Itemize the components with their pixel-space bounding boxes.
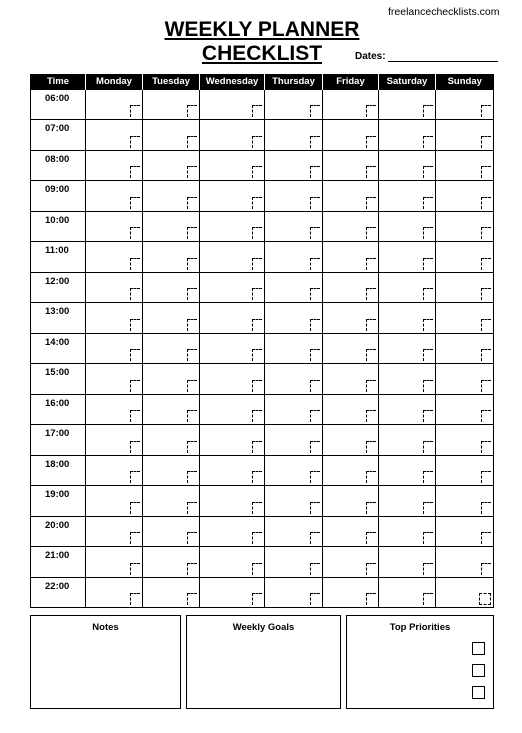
schedule-cell-monday[interactable] [86, 150, 143, 181]
checkbox-icon[interactable] [423, 136, 433, 148]
time-label: 10:00 [31, 211, 86, 242]
checkbox-icon[interactable] [310, 227, 320, 239]
checkbox-icon[interactable] [366, 227, 376, 239]
checkbox-icon[interactable] [423, 288, 433, 300]
priority-checkbox[interactable] [472, 686, 485, 699]
checkbox-icon[interactable] [310, 136, 320, 148]
checkbox-icon[interactable] [187, 197, 197, 209]
schedule-cell-friday[interactable] [323, 272, 379, 303]
checkbox-icon[interactable] [310, 105, 320, 117]
checkbox-icon[interactable] [366, 502, 376, 514]
checkbox-icon[interactable] [130, 227, 140, 239]
schedule-cell-thursday[interactable] [265, 303, 323, 334]
time-label: 12:00 [31, 272, 86, 303]
checkbox-icon[interactable] [423, 105, 433, 117]
schedule-cell-friday[interactable] [323, 242, 379, 273]
schedule-cell-wednesday[interactable] [200, 333, 265, 364]
time-label: 06:00 [31, 89, 86, 120]
schedule-cell-tuesday[interactable] [143, 364, 200, 395]
time-column-header: Time [31, 74, 86, 89]
checkbox-icon[interactable] [423, 502, 433, 514]
schedule-cell-tuesday[interactable] [143, 425, 200, 456]
checkbox-icon[interactable] [130, 288, 140, 300]
checkbox-icon[interactable] [366, 532, 376, 544]
time-label: 11:00 [31, 242, 86, 273]
table-body [31, 89, 494, 608]
schedule-cell-thursday[interactable] [265, 333, 323, 364]
checkbox-icon[interactable] [310, 532, 320, 544]
checkbox-icon[interactable] [423, 319, 433, 331]
checkbox-icon[interactable] [423, 380, 433, 392]
schedule-cell-wednesday[interactable] [200, 394, 265, 425]
day-header-thursday: Thursday [265, 74, 323, 89]
checkbox-icon[interactable] [187, 227, 197, 239]
schedule-cell-monday[interactable] [86, 303, 143, 334]
checkbox-icon[interactable] [252, 471, 262, 483]
checkbox-icon[interactable] [187, 502, 197, 514]
schedule-cell-monday[interactable] [86, 181, 143, 212]
schedule-cell-thursday[interactable] [265, 394, 323, 425]
schedule-cell-friday[interactable] [323, 89, 379, 120]
schedule-cell-friday[interactable] [323, 120, 379, 151]
dates-field[interactable] [355, 51, 498, 62]
checkbox-icon[interactable] [481, 410, 491, 422]
schedule-cell-wednesday[interactable] [200, 364, 265, 395]
schedule-cell-thursday[interactable] [265, 547, 323, 578]
checkbox-icon[interactable] [187, 288, 197, 300]
schedule-cell-monday[interactable] [86, 394, 143, 425]
checkbox-icon[interactable] [130, 532, 140, 544]
schedule-cell-wednesday[interactable] [200, 547, 265, 578]
checkbox-icon[interactable] [130, 380, 140, 392]
checkbox-icon[interactable] [252, 563, 262, 575]
checkbox-icon[interactable] [252, 197, 262, 209]
schedule-cell-saturday[interactable] [379, 577, 436, 608]
checkbox-icon[interactable] [252, 166, 262, 178]
checkbox-icon[interactable] [130, 563, 140, 575]
table-row [31, 364, 494, 395]
schedule-cell-thursday[interactable] [265, 425, 323, 456]
schedule-cell-tuesday[interactable] [143, 547, 200, 578]
schedule-cell-thursday[interactable] [265, 211, 323, 242]
schedule-cell-wednesday[interactable] [200, 486, 265, 517]
checkbox-icon[interactable] [310, 441, 320, 453]
schedule-cell-monday[interactable] [86, 211, 143, 242]
checkbox-icon[interactable] [252, 349, 262, 361]
schedule-cell-friday[interactable] [323, 516, 379, 547]
time-label: 15:00 [31, 364, 86, 395]
checkbox-icon[interactable] [130, 166, 140, 178]
day-header-monday: Monday [86, 74, 143, 89]
checkbox-icon[interactable] [481, 349, 491, 361]
table-row [31, 211, 494, 242]
checkbox-icon[interactable] [252, 136, 262, 148]
schedule-cell-tuesday[interactable] [143, 577, 200, 608]
checkbox-icon[interactable] [130, 136, 140, 148]
schedule-cell-saturday[interactable] [379, 150, 436, 181]
schedule-cell-tuesday[interactable] [143, 516, 200, 547]
schedule-cell-saturday[interactable] [379, 364, 436, 395]
schedule-cell-wednesday[interactable] [200, 120, 265, 151]
time-label: 18:00 [31, 455, 86, 486]
time-label: 07:00 [31, 120, 86, 151]
checkbox-icon[interactable] [423, 197, 433, 209]
checkbox-icon[interactable] [366, 593, 376, 605]
time-label: 17:00 [31, 425, 86, 456]
checkbox-icon[interactable] [423, 349, 433, 361]
checkbox-icon[interactable] [481, 441, 491, 453]
schedule-cell-wednesday[interactable] [200, 150, 265, 181]
day-header-tuesday: Tuesday [143, 74, 200, 89]
schedule-cell-thursday[interactable] [265, 577, 323, 608]
schedule-cell-friday[interactable] [323, 211, 379, 242]
checkbox-icon[interactable] [310, 593, 320, 605]
top-priorities-title: Top Priorities [389, 622, 451, 633]
schedule-cell-wednesday[interactable] [200, 89, 265, 120]
checkbox-icon[interactable] [130, 105, 140, 117]
schedule-cell-thursday[interactable] [265, 89, 323, 120]
schedule-cell-tuesday[interactable] [143, 394, 200, 425]
checkbox-icon[interactable] [481, 288, 491, 300]
checkbox-icon[interactable] [252, 532, 262, 544]
checkbox-icon[interactable] [187, 319, 197, 331]
checkbox-icon[interactable] [481, 136, 491, 148]
checkbox-icon[interactable] [423, 258, 433, 270]
schedule-cell-sunday[interactable] [436, 455, 494, 486]
day-header-wednesday: Wednesday [200, 74, 265, 89]
schedule-cell-monday[interactable] [86, 486, 143, 517]
checkbox-icon[interactable] [423, 441, 433, 453]
checkbox-icon[interactable] [481, 166, 491, 178]
checkbox-icon[interactable] [130, 410, 140, 422]
schedule-cell-tuesday[interactable] [143, 181, 200, 212]
schedule-cell-tuesday[interactable] [143, 242, 200, 273]
time-label: 13:00 [31, 303, 86, 334]
schedule-cell-saturday[interactable] [379, 425, 436, 456]
dates-label: Dates: [355, 51, 386, 62]
schedule-cell-sunday[interactable] [436, 486, 494, 517]
checkbox-icon[interactable] [366, 166, 376, 178]
checkbox-icon[interactable] [310, 319, 320, 331]
schedule-cell-thursday[interactable] [265, 455, 323, 486]
schedule-cell-saturday[interactable] [379, 120, 436, 151]
top-priorities-box [346, 615, 494, 709]
checkbox-icon[interactable] [366, 410, 376, 422]
schedule-cell-monday[interactable] [86, 364, 143, 395]
checkbox-icon[interactable] [310, 563, 320, 575]
title-line-2: CHECKLIST [201, 42, 323, 65]
schedule-cell-friday[interactable] [323, 425, 379, 456]
checkbox-icon[interactable] [187, 258, 197, 270]
checkbox-icon[interactable] [310, 380, 320, 392]
weekly-goals-title: Weekly Goals [232, 622, 295, 633]
schedule-cell-wednesday[interactable] [200, 455, 265, 486]
checkbox-icon[interactable] [423, 593, 433, 605]
schedule-cell-monday[interactable] [86, 516, 143, 547]
checkbox-icon[interactable] [187, 593, 197, 605]
title-line-1: WEEKLY PLANNER [164, 18, 360, 41]
schedule-cell-thursday[interactable] [265, 516, 323, 547]
table-row [31, 455, 494, 486]
schedule-cell-sunday[interactable] [436, 181, 494, 212]
checkbox-icon[interactable] [481, 380, 491, 392]
checkbox-icon[interactable] [187, 136, 197, 148]
checkbox-icon[interactable] [423, 227, 433, 239]
checkbox-icon[interactable] [310, 258, 320, 270]
checkbox-icon[interactable] [366, 105, 376, 117]
checkbox-icon[interactable] [366, 441, 376, 453]
schedule-cell-friday[interactable] [323, 455, 379, 486]
time-label: 09:00 [31, 181, 86, 212]
table-row [31, 516, 494, 547]
schedule-cell-friday[interactable] [323, 486, 379, 517]
checkbox-icon[interactable] [481, 502, 491, 514]
table-row [31, 120, 494, 151]
checkbox-icon[interactable] [423, 410, 433, 422]
schedule-cell-sunday[interactable] [436, 242, 494, 273]
checkbox-icon[interactable] [130, 593, 140, 605]
table-row [31, 150, 494, 181]
schedule-cell-saturday[interactable] [379, 181, 436, 212]
schedule-cell-saturday[interactable] [379, 455, 436, 486]
schedule-cell-friday[interactable] [323, 150, 379, 181]
checkbox-icon[interactable] [481, 563, 491, 575]
schedule-cell-tuesday[interactable] [143, 120, 200, 151]
day-header-friday: Friday [323, 74, 379, 89]
schedule-cell-saturday[interactable] [379, 211, 436, 242]
priority-checkbox[interactable] [472, 642, 485, 655]
schedule-cell-saturday[interactable] [379, 272, 436, 303]
weekly-goals-box[interactable] [186, 615, 341, 709]
checkbox-icon[interactable] [187, 441, 197, 453]
checkbox-icon[interactable] [481, 105, 491, 117]
schedule-cell-sunday[interactable] [436, 150, 494, 181]
checkbox-icon[interactable] [481, 471, 491, 483]
schedule-cell-sunday[interactable] [436, 303, 494, 334]
time-label: 08:00 [31, 150, 86, 181]
checkbox-icon[interactable] [481, 227, 491, 239]
schedule-cell-sunday[interactable] [436, 120, 494, 151]
schedule-cell-monday[interactable] [86, 333, 143, 364]
checkbox-icon[interactable] [479, 593, 491, 605]
schedule-cell-saturday[interactable] [379, 394, 436, 425]
schedule-cell-saturday[interactable] [379, 547, 436, 578]
schedule-cell-thursday[interactable] [265, 364, 323, 395]
schedule-cell-sunday[interactable] [436, 89, 494, 120]
checkbox-icon[interactable] [252, 319, 262, 331]
checkbox-icon[interactable] [366, 197, 376, 209]
time-label: 21:00 [31, 547, 86, 578]
schedule-cell-wednesday[interactable] [200, 181, 265, 212]
table-row [31, 333, 494, 364]
schedule-cell-friday[interactable] [323, 333, 379, 364]
schedule-cell-tuesday[interactable] [143, 333, 200, 364]
checkbox-icon[interactable] [130, 471, 140, 483]
schedule-cell-sunday[interactable] [436, 394, 494, 425]
schedule-cell-thursday[interactable] [265, 242, 323, 273]
checkbox-icon[interactable] [423, 166, 433, 178]
schedule-cell-thursday[interactable] [265, 272, 323, 303]
checkbox-icon[interactable] [366, 380, 376, 392]
schedule-cell-monday[interactable] [86, 425, 143, 456]
checkbox-icon[interactable] [252, 288, 262, 300]
schedule-cell-wednesday[interactable] [200, 577, 265, 608]
checkbox-icon[interactable] [310, 410, 320, 422]
schedule-cell-saturday[interactable] [379, 242, 436, 273]
schedule-cell-tuesday[interactable] [143, 486, 200, 517]
table-row [31, 577, 494, 608]
schedule-cell-tuesday[interactable] [143, 455, 200, 486]
table-row [31, 242, 494, 273]
schedule-cell-friday[interactable] [323, 394, 379, 425]
checkbox-icon[interactable] [252, 380, 262, 392]
checkbox-icon[interactable] [187, 349, 197, 361]
table-row [31, 89, 494, 120]
table-header-row [31, 74, 494, 89]
schedule-cell-wednesday[interactable] [200, 211, 265, 242]
schedule-cell-monday[interactable] [86, 455, 143, 486]
schedule-cell-thursday[interactable] [265, 150, 323, 181]
checkbox-icon[interactable] [310, 471, 320, 483]
dates-input-line[interactable] [388, 51, 498, 62]
time-label: 16:00 [31, 394, 86, 425]
checkbox-icon[interactable] [130, 349, 140, 361]
schedule-cell-thursday[interactable] [265, 181, 323, 212]
schedule-cell-friday[interactable] [323, 547, 379, 578]
checkbox-icon[interactable] [130, 319, 140, 331]
time-label: 22:00 [31, 577, 86, 608]
schedule-cell-wednesday[interactable] [200, 516, 265, 547]
checkbox-icon[interactable] [187, 380, 197, 392]
checkbox-icon[interactable] [130, 258, 140, 270]
checkbox-icon[interactable] [366, 319, 376, 331]
site-url: freelancechecklists.com [388, 6, 500, 18]
schedule-cell-sunday[interactable] [436, 577, 494, 608]
checkbox-icon[interactable] [187, 105, 197, 117]
schedule-cell-saturday[interactable] [379, 89, 436, 120]
schedule-cell-tuesday[interactable] [143, 150, 200, 181]
checkbox-icon[interactable] [366, 288, 376, 300]
time-label: 19:00 [31, 486, 86, 517]
table-row [31, 486, 494, 517]
schedule-cell-monday[interactable] [86, 89, 143, 120]
schedule-cell-monday[interactable] [86, 272, 143, 303]
checkbox-icon[interactable] [481, 197, 491, 209]
checkbox-icon[interactable] [423, 563, 433, 575]
schedule-cell-sunday[interactable] [436, 547, 494, 578]
notes-title: Notes [92, 622, 119, 633]
checkbox-icon[interactable] [252, 441, 262, 453]
checkbox-icon[interactable] [366, 349, 376, 361]
schedule-cell-tuesday[interactable] [143, 303, 200, 334]
checkbox-icon[interactable] [252, 502, 262, 514]
schedule-cell-monday[interactable] [86, 547, 143, 578]
priority-checkbox[interactable] [472, 664, 485, 677]
table-row [31, 425, 494, 456]
checkbox-icon[interactable] [310, 502, 320, 514]
schedule-cell-sunday[interactable] [436, 211, 494, 242]
schedule-cell-monday[interactable] [86, 120, 143, 151]
schedule-cell-friday[interactable] [323, 577, 379, 608]
schedule-cell-saturday[interactable] [379, 486, 436, 517]
schedule-cell-wednesday[interactable] [200, 303, 265, 334]
checkbox-icon[interactable] [252, 227, 262, 239]
schedule-cell-thursday[interactable] [265, 120, 323, 151]
schedule-cell-sunday[interactable] [436, 272, 494, 303]
schedule-cell-tuesday[interactable] [143, 272, 200, 303]
schedule-cell-monday[interactable] [86, 577, 143, 608]
table-row [31, 547, 494, 578]
schedule-cell-thursday[interactable] [265, 486, 323, 517]
schedule-cell-sunday[interactable] [436, 425, 494, 456]
schedule-cell-saturday[interactable] [379, 333, 436, 364]
table-row [31, 272, 494, 303]
checkbox-icon[interactable] [366, 136, 376, 148]
checkbox-icon[interactable] [366, 563, 376, 575]
checkbox-icon[interactable] [252, 593, 262, 605]
checkbox-icon[interactable] [481, 258, 491, 270]
checkbox-icon[interactable] [130, 197, 140, 209]
checkbox-icon[interactable] [310, 197, 320, 209]
schedule-cell-friday[interactable] [323, 181, 379, 212]
schedule-cell-saturday[interactable] [379, 516, 436, 547]
table-row [31, 181, 494, 212]
time-label: 14:00 [31, 333, 86, 364]
checkbox-icon[interactable] [187, 563, 197, 575]
schedule-cell-friday[interactable] [323, 303, 379, 334]
schedule-cell-saturday[interactable] [379, 303, 436, 334]
checkbox-icon[interactable] [187, 166, 197, 178]
schedule-cell-tuesday[interactable] [143, 211, 200, 242]
table-row [31, 394, 494, 425]
checkbox-icon[interactable] [481, 532, 491, 544]
schedule-cell-sunday[interactable] [436, 333, 494, 364]
checkbox-icon[interactable] [423, 532, 433, 544]
checkbox-icon[interactable] [481, 319, 491, 331]
schedule-cell-friday[interactable] [323, 364, 379, 395]
schedule-cell-wednesday[interactable] [200, 242, 265, 273]
checkbox-icon[interactable] [187, 532, 197, 544]
weekly-schedule-table [30, 74, 494, 608]
schedule-cell-wednesday[interactable] [200, 425, 265, 456]
checkbox-icon[interactable] [366, 471, 376, 483]
checkbox-icon[interactable] [310, 166, 320, 178]
checkbox-icon[interactable] [252, 258, 262, 270]
day-header-sunday: Sunday [436, 74, 494, 89]
checkbox-icon[interactable] [130, 502, 140, 514]
checkbox-icon[interactable] [310, 288, 320, 300]
checkbox-icon[interactable] [423, 471, 433, 483]
checkbox-icon[interactable] [130, 441, 140, 453]
schedule-cell-monday[interactable] [86, 242, 143, 273]
time-label: 20:00 [31, 516, 86, 547]
schedule-cell-sunday[interactable] [436, 364, 494, 395]
notes-box[interactable] [30, 615, 181, 709]
checkbox-icon[interactable] [252, 105, 262, 117]
table-row [31, 303, 494, 334]
day-header-saturday: Saturday [379, 74, 436, 89]
checkbox-icon[interactable] [252, 410, 262, 422]
checkbox-icon[interactable] [187, 410, 197, 422]
schedule-cell-sunday[interactable] [436, 516, 494, 547]
checkbox-icon[interactable] [310, 349, 320, 361]
schedule-cell-tuesday[interactable] [143, 89, 200, 120]
checkbox-icon[interactable] [187, 471, 197, 483]
checkbox-icon[interactable] [366, 258, 376, 270]
schedule-cell-wednesday[interactable] [200, 272, 265, 303]
